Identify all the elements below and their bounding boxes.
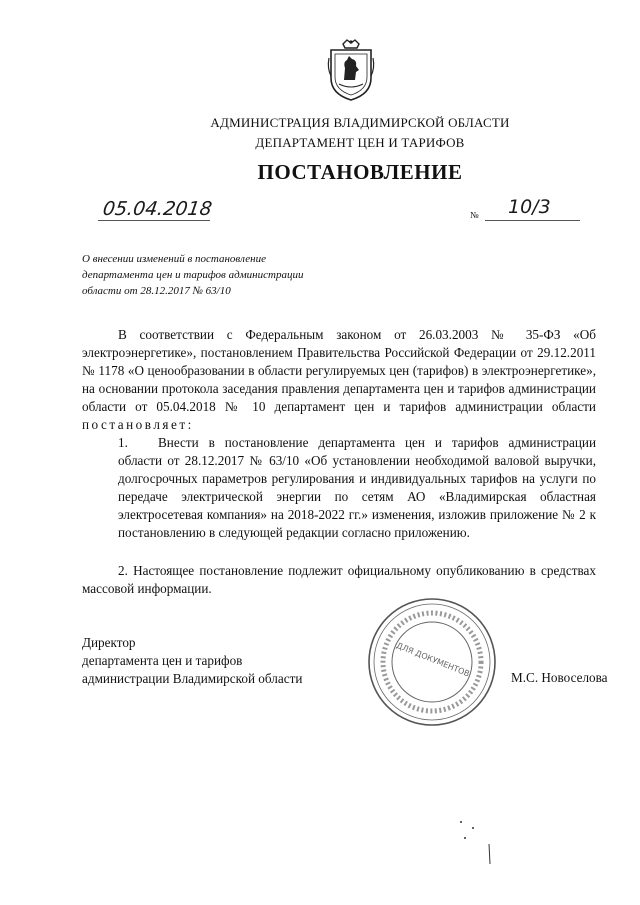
department-header-line2: ДЕПАРТАМЕНТ ЦЕН И ТАРИФОВ (255, 135, 465, 150)
subject-line: О внесении изменений в постановление (82, 253, 266, 265)
department-header-line1: АДМИНИСТРАЦИЯ ВЛАДИМИРСКОЙ ОБЛАСТИ (210, 115, 510, 130)
scan-specks (455, 816, 495, 866)
document-subject (82, 251, 382, 299)
stamp-text: ДЛЯ ДОКУМЕНТОВ (395, 640, 471, 679)
resolves-verb: постановляет: (82, 417, 194, 432)
paragraph-item-1 (82, 434, 596, 542)
signatory-line: администрации Владимирской области (82, 671, 303, 686)
coat-of-arms-icon (325, 38, 377, 102)
signatory-name: М.С. Новоселова (511, 670, 608, 685)
document-date: 05.04.2018 (101, 198, 214, 220)
signatory-title (82, 634, 302, 688)
signatory-line: Директор (82, 635, 136, 650)
subject-line: области от 28.12.2017 № 63/10 (82, 285, 231, 297)
signatory-line: департамента цен и тарифов (82, 653, 243, 668)
item-text: Внести в постановление департамента цен и тарифов администрации области от 28.12.2017 № 63/10 «Об установлении необходимой валовой выручки, долгосрочных параметров регулирования и индивидуальных тарифов на услуги по передаче электрической энергии по сетям АО «Владимирская областная электросетевая компания» на 2018-2022 гг.» изменения, изложив приложение № 2 к постановлению в следующей редакции согласно приложению. (118, 435, 596, 540)
item-number: 1. (118, 435, 128, 450)
number-label: № (470, 210, 479, 220)
date-underline (98, 220, 210, 221)
number-underline (485, 220, 580, 221)
paragraph-item-2: 2. Настоящее постановление подлежит официальному опубликованию в средствах массовой информации. (82, 563, 596, 596)
preamble-text: В соответствии с Федеральным законом от 26.03.2003 № 35-ФЗ «Об электроэнергетике», постановлением Правительства Российской Федерации от 29.12.2011 № 1178 «О ценообразовании в области регулируемых цен (тарифов) в электроэнергетике», на основании протокола заседания правления департамента цен и тарифов администрации области от 05.04.2018 № 10 департамент цен и тарифов администрации области (82, 327, 596, 414)
document-number: 10/3 (508, 196, 551, 218)
subject-line: департамента цен и тарифов администрации (82, 269, 304, 281)
paragraph-preamble (82, 326, 596, 434)
official-seal-icon (366, 596, 498, 728)
document-title: ПОСТАНОВЛЕНИЕ (257, 160, 463, 184)
